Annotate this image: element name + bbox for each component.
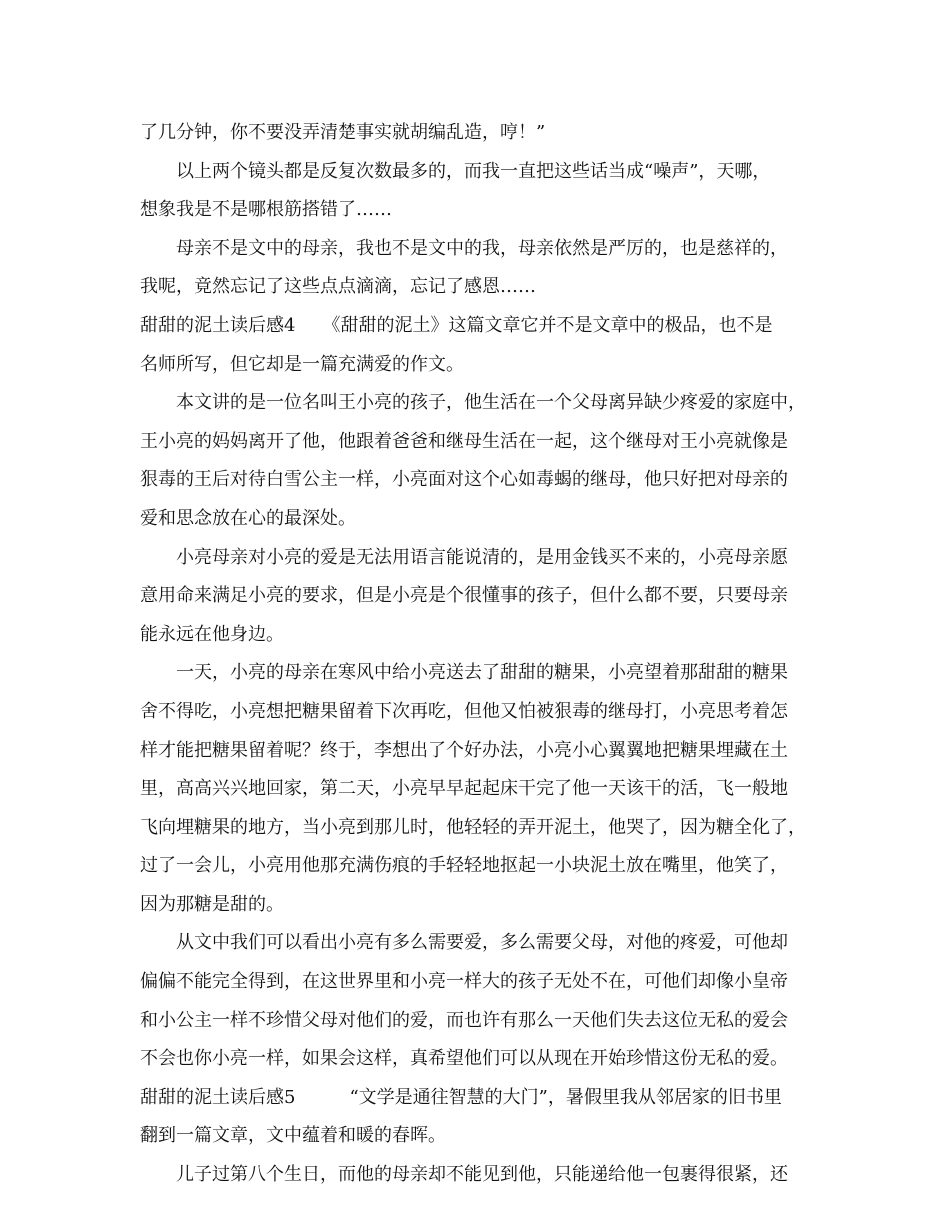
paragraph-first-line: 一天，小亮的母亲在寒风中给小亮送去了甜甜的糖果，小亮望着那甜甜的糖果 xyxy=(176,662,788,684)
text-line: 里，高高兴兴地回家，第二天，小亮早早起起床干完了他一天该干的活，飞一般地 xyxy=(140,778,788,800)
section-heading-line: 甜甜的泥土读后感5 “文学是通往智慧的大门”，暑假里我从邻居家的旧书里 xyxy=(140,1086,782,1108)
paragraph-first-line: 从文中我们可以看出小亮有多么需要爱，多么需要父母，对他的疼爱，可他却 xyxy=(176,932,788,954)
paragraph-first-line: 儿子过第八个生日，而他的母亲却不能见到他，只能递给他一包裹得很紧，还 xyxy=(176,1164,788,1186)
text-line: 想象我是不是哪根筋搭错了…… xyxy=(140,199,392,221)
text-line: 过了一会儿，小亮用他那充满伤痕的手轻轻地抠起一小块泥土放在嘴里，他笑了， xyxy=(140,855,788,877)
text-line: 偏偏不能完全得到，在这世界里和小亮一样大的孩子无处不在，可他们却像小皇帝 xyxy=(140,971,788,993)
paragraph-first-line: 本文讲的是一位名叫王小亮的孩子，他生活在一个父母离异缺少疼爱的家庭中， xyxy=(176,392,806,414)
text-line: 因为那糖是甜的。 xyxy=(140,893,284,915)
paragraph-first-line: 母亲不是文中的母亲，我也不是文中的我，母亲依然是严厉的，也是慈祥的， xyxy=(176,237,788,259)
section-heading-line: 甜甜的泥土读后感4 《甜甜的泥土》这篇文章它并不是文章中的极品，也不是 xyxy=(140,314,773,336)
text-line: 飞向埋糖果的地方，当小亮到那儿时，他轻轻的弄开泥土，他哭了，因为糖全化了， xyxy=(140,816,806,838)
text-line: 和小公主一样不珍惜父母对他们的爱，而也许有那么一天他们失去这位无私的爱会 xyxy=(140,1009,788,1031)
text-line: 舍不得吃，小亮想把糖果留着下次再吃，但他又怕被狠毒的继母打，小亮思考着怎 xyxy=(140,700,788,722)
text-line: 能永远在他身边。 xyxy=(140,623,284,645)
paragraph-first-line: 以上两个镜头都是反复次数最多的，而我一直把这些话当成“噪声”，天哪， xyxy=(176,160,771,182)
text-line: 名师所写，但它却是一篇充满爱的作文。 xyxy=(140,353,464,375)
text-line: 我呢，竟然忘记了这些点点滴滴，忘记了感恩…… xyxy=(140,276,536,298)
body-text xyxy=(140,114,820,1195)
text-line: 翻到一篇文章，文中蕴着和暖的春晖。 xyxy=(140,1125,446,1147)
text-line: 狠毒的王后对待白雪公主一样，小亮面对这个心如毒蝎的继母，他只好把对母亲的 xyxy=(140,469,788,491)
text-line: 王小亮的妈妈离开了他，他跟着爸爸和继母生活在一起，这个继母对王小亮就像是 xyxy=(140,430,788,452)
text-line: 意用命来满足小亮的要求，但是小亮是个很懂事的孩子，但什么都不要，只要母亲 xyxy=(140,585,788,607)
text-line: 爱和思念放在心的最深处。 xyxy=(140,507,356,529)
text-line: 了几分钟，你不要没弄清楚事实就胡编乱造，哼！” xyxy=(140,122,546,143)
text-line: 样才能把糖果留着呢？终于，李想出了个好办法，小亮小心翼翼地把糖果埋藏在土 xyxy=(140,739,788,761)
paragraph-first-line: 小亮母亲对小亮的爱是无法用语言能说清的，是用金钱买不来的，小亮母亲愿 xyxy=(176,546,788,568)
text-line: 不会也你小亮一样，如果会这样，真希望他们可以从现在开始珍惜这份无私的爱。 xyxy=(140,1048,788,1070)
